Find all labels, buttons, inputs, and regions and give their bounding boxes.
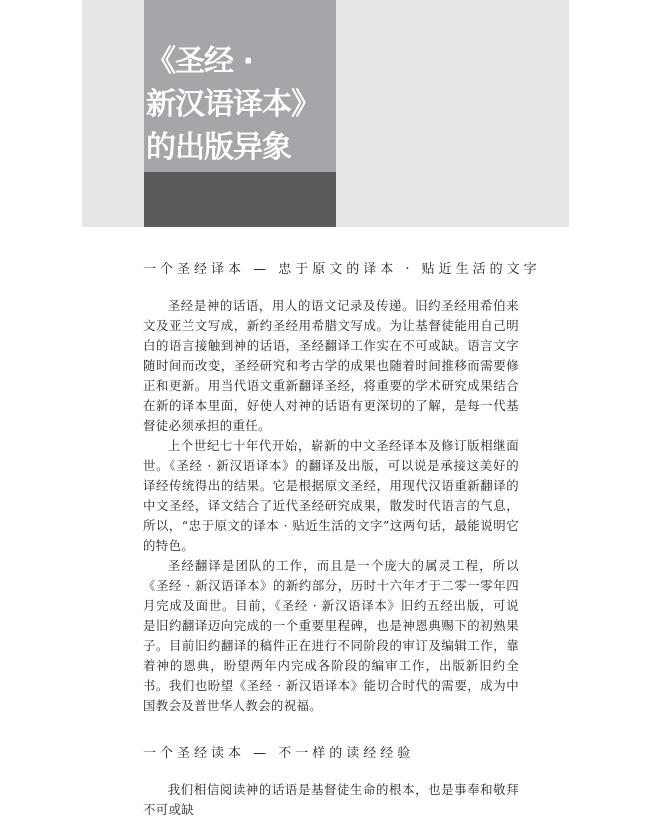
paragraph: 圣经翻译是团队的工作，而且是一个庞大的属灵工程，所以《圣经 · 新汉语译本》的新约部分，历时十六年才于二零一零年四月完成及面世。目前，《圣经 · 新汉语译本》旧约五经出版，可说是旧约翻译迈向完成的一个重要里程碑，也是神恩典赐下的初熟果子。目前旧约翻译的稿件正在进行不同阶段的审订及编辑工作，靠着神的恩典，盼望两年内完成各阶段的编审工作，出版新旧约全书。我们也盼望《圣经 · 新汉语译本》能切合时代的需要，成为中国教会及普世华人教会的祝福。 <box>143 558 519 713</box>
title-line-2: 新汉语译本》 <box>146 87 320 122</box>
title-line-1: 《圣经 · <box>146 44 253 79</box>
section-heading-translation: 一个圣经译本 — 忠于原文的译本 · 贴近生活的文字 <box>143 262 541 277</box>
paragraph: 圣经是神的话语，用人的语文记录及传递。旧约圣经用希伯来文及亚兰文写成，新约圣经用希腊文写成。为让基督徒能用自己明白的语言接触到神的话语，圣经翻译工作实在不可或缺。语言文字随时间而改变，圣经研究和考古学的成果也随着时间推移而需要修正和更新。用当代语文重新翻译圣经，将重要的学术研究成果结合在新的译本里面，好使人对神的话语有更深切的了解，是每一代基督徒必须承担的重任。 <box>143 298 519 433</box>
title-accent-bar <box>144 172 336 227</box>
article-body <box>143 258 541 820</box>
title-line-3: 的出版异象 <box>146 130 291 165</box>
paragraph: 上个世纪七十年代开始，崭新的中文圣经译本及修订版相继面世。《圣经 · 新汉语译本》的翻译及出版，可以说是承接这美好的译经传统得出的结果。它是根据原文圣经，用现代汉语重新翻译的中文圣经，译文结合了近代圣经研究成果，散发时代语言的气息，所以，“忠于原文的译本 · 贴近生活的文字”这两句话，最能说明它的特色。 <box>143 438 519 553</box>
section-heading-reader: 一个圣经读本 — 不一样的读经经验 <box>143 746 415 761</box>
paragraph: 我们相信阅读神的话语是基督徒生命的根本，也是事奉和敬拜不可或缺 <box>143 782 519 817</box>
page-title <box>146 40 320 169</box>
